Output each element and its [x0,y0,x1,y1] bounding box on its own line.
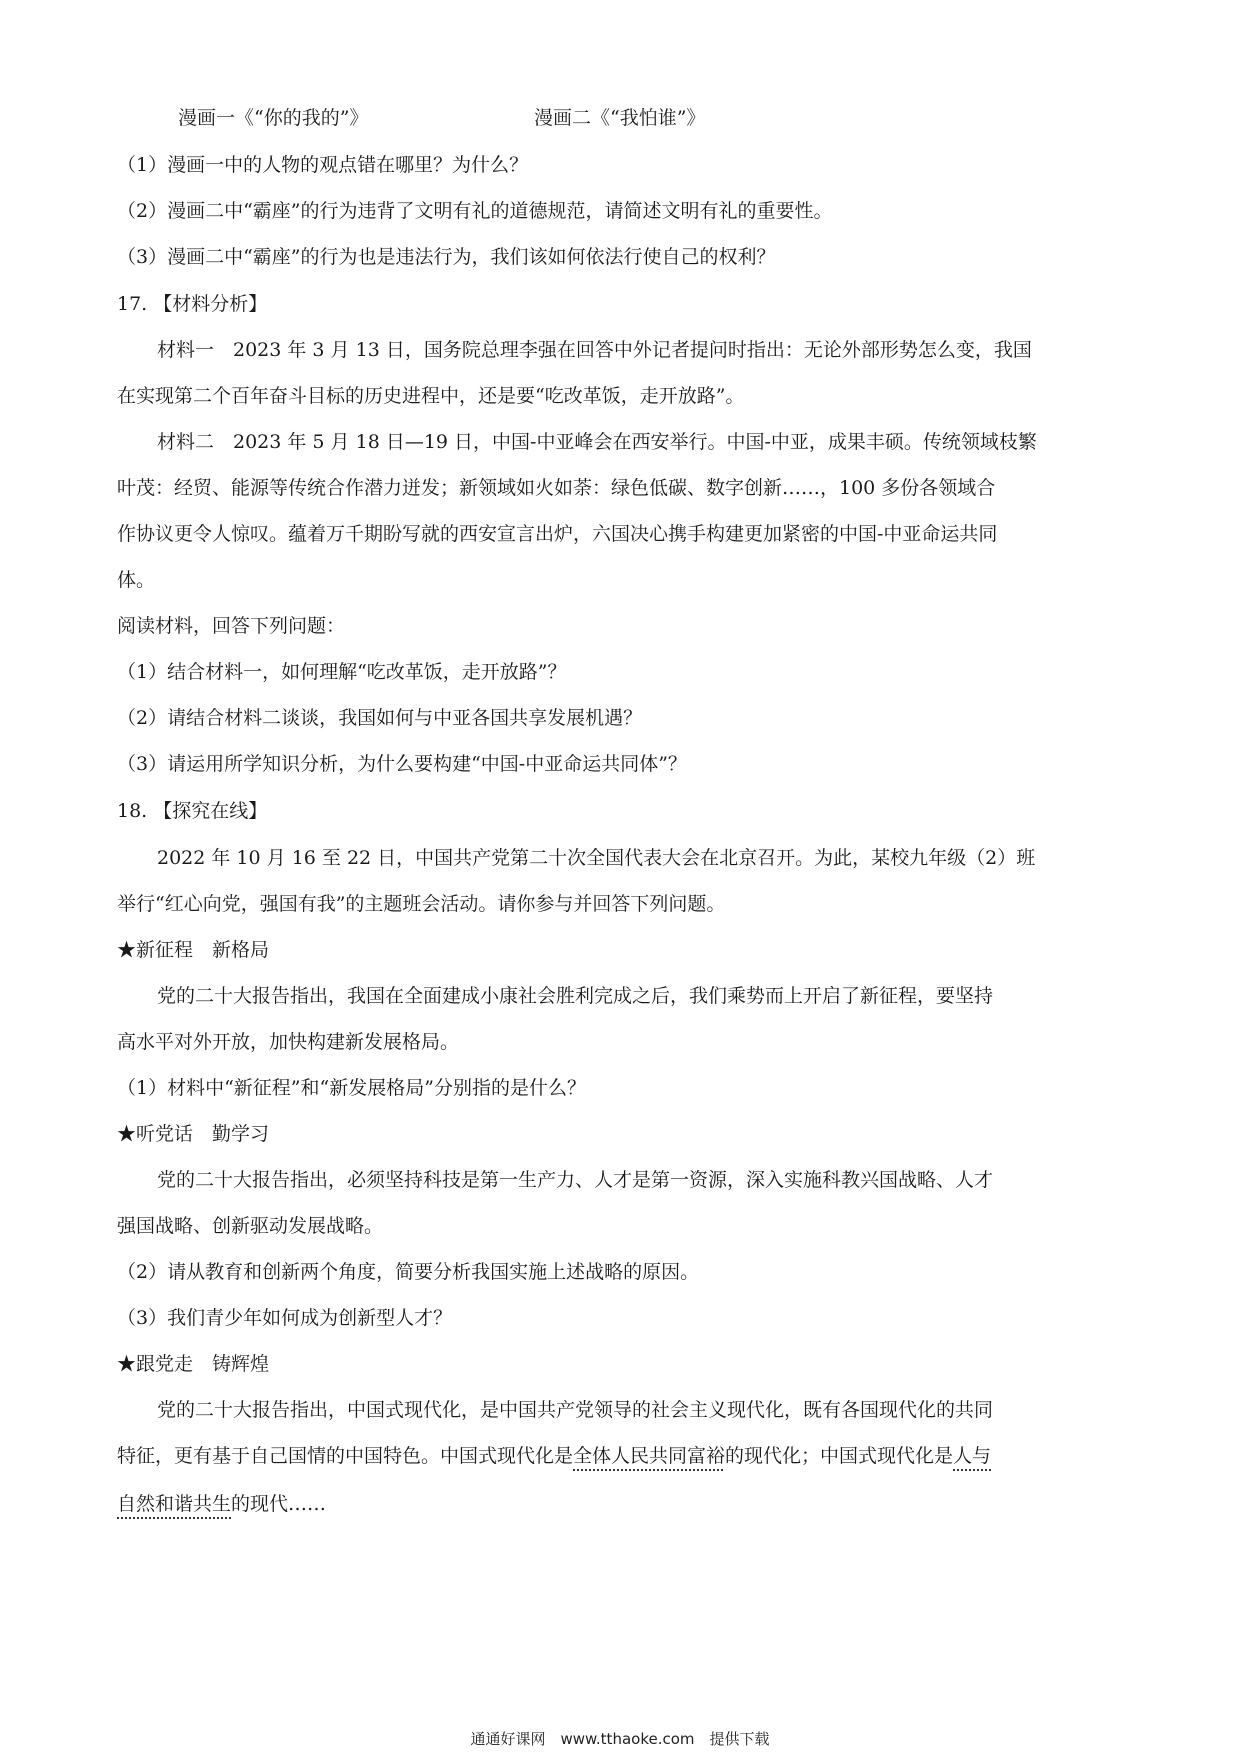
q18-sub3: （3）我们青少年如何成为创新型人才？ [117,1307,453,1329]
q17-material2-line1: 材料二 2023 年 5 月 18 日—19 日，中国-中亚峰会在西安举行。中国-中亚，成果丰硕。传统领域枝繁 [157,431,1037,453]
comic2-caption: 漫画二《“我怕谁”》 [534,107,706,129]
section3-line3-part-b: 的现代…… [231,1493,327,1515]
section3-line2-part-a: 特征，更有基于自己国情的中国特色。中国式现代化是 [117,1445,574,1467]
q17-heading: 17. 【材料分析】 [117,293,268,315]
q18-section2-title: ★听党话 勤学习 [117,1123,270,1145]
q18-section1-line2: 高水平对外开放，加快构建新发展格局。 [117,1031,460,1053]
section3-line2-part-c: 的现代化；中国式现代化是 [725,1445,954,1467]
q17-sub2: （2）请结合材料二谈谈，我国如何与中亚各国共享发展机遇？ [117,707,643,729]
q16-sub3: （3）漫画二中“霸座”的行为也是违法行为，我们该如何依法行使自己的权利？ [117,246,776,268]
comic1-caption: 漫画一《“你的我的”》 [178,107,369,129]
q18-section2-line2: 强国战略、创新驱动发展战略。 [117,1215,384,1237]
q17-material2-line4: 体。 [117,569,156,591]
q18-section1-line1: 党的二十大报告指出，我国在全面建成小康社会胜利完成之后，我们乘势而上开启了新征程，要坚持 [157,985,994,1007]
q18-heading: 18. 【探究在线】 [117,800,268,822]
q17-instruction: 阅读材料，回答下列问题： [117,615,346,637]
q16-sub1: （1）漫画一中的人物的观点错在哪里？为什么？ [117,154,529,176]
q17-material2-line2: 叶茂：经贸、能源等传统合作潜力迸发；新领域如火如荼：绿色低碳、数字创新……，100 多份各领域合 [117,477,996,499]
emphasis-harmony-with-nature: 自然和谐共生 [117,1493,232,1515]
q16-sub2: （2）漫画二中“霸座”的行为违背了文明有礼的道德规范，请简述文明有礼的重要性。 [117,200,833,222]
q18-section2-line1: 党的二十大报告指出，必须坚持科技是第一生产力、人才是第一资源，深入实施科教兴国战略、人才 [157,1169,994,1191]
q18-section3-line3 [117,1489,326,1519]
q17-material1-line2: 在实现第二个百年奋斗目标的历史进程中，还是要“吃改革饭，走开放路”。 [117,385,745,407]
q18-intro-line1: 2022 年 10 月 16 至 22 日，中国共产党第二十次全国代表大会在北京召开。为此，某校九年级（2）班 [157,847,1036,869]
q17-sub1: （1）结合材料一，如何理解“吃改革饭，走开放路”？ [117,661,567,683]
q17-sub3: （3）请运用所学知识分析，为什么要构建“中国-中亚命运共同体”？ [117,753,687,775]
q18-section3-line2 [117,1441,991,1471]
emphasis-human-and: 人与 [953,1445,992,1467]
q18-section3-line1: 党的二十大报告指出，中国式现代化，是中国共产党领导的社会主义现代化，既有各国现代化的共同 [157,1399,994,1421]
q18-sub2: （2）请从教育和创新两个角度，简要分析我国实施上述战略的原因。 [117,1261,700,1283]
q18-section1-title: ★新征程 新格局 [117,939,270,961]
q18-sub1: （1）材料中“新征程”和“新发展格局”分别指的是什么？ [117,1077,586,1099]
q17-material2-line3: 作协议更令人惊叹。蕴着万千期盼写就的西安宣言出炉，六国决心携手构建更加紧密的中国-中亚命运共同 [117,523,998,545]
q17-material1-line1: 材料一 2023 年 3 月 13 日，国务院总理李强在回答中外记者提问时指出：无论外部形势怎么变，我国 [157,339,1032,361]
emphasis-common-prosperity: 全体人民共同富裕 [573,1445,726,1467]
q18-intro-line2: 举行“红心向党，强国有我”的主题班会活动。请你参与并回答下列问题。 [117,893,726,915]
comic-captions [178,103,706,133]
q18-section3-title: ★跟党走 铸辉煌 [117,1353,270,1375]
page-footer: 通通好课网 www.tthaoke.com 提供下载 [470,1730,770,1748]
